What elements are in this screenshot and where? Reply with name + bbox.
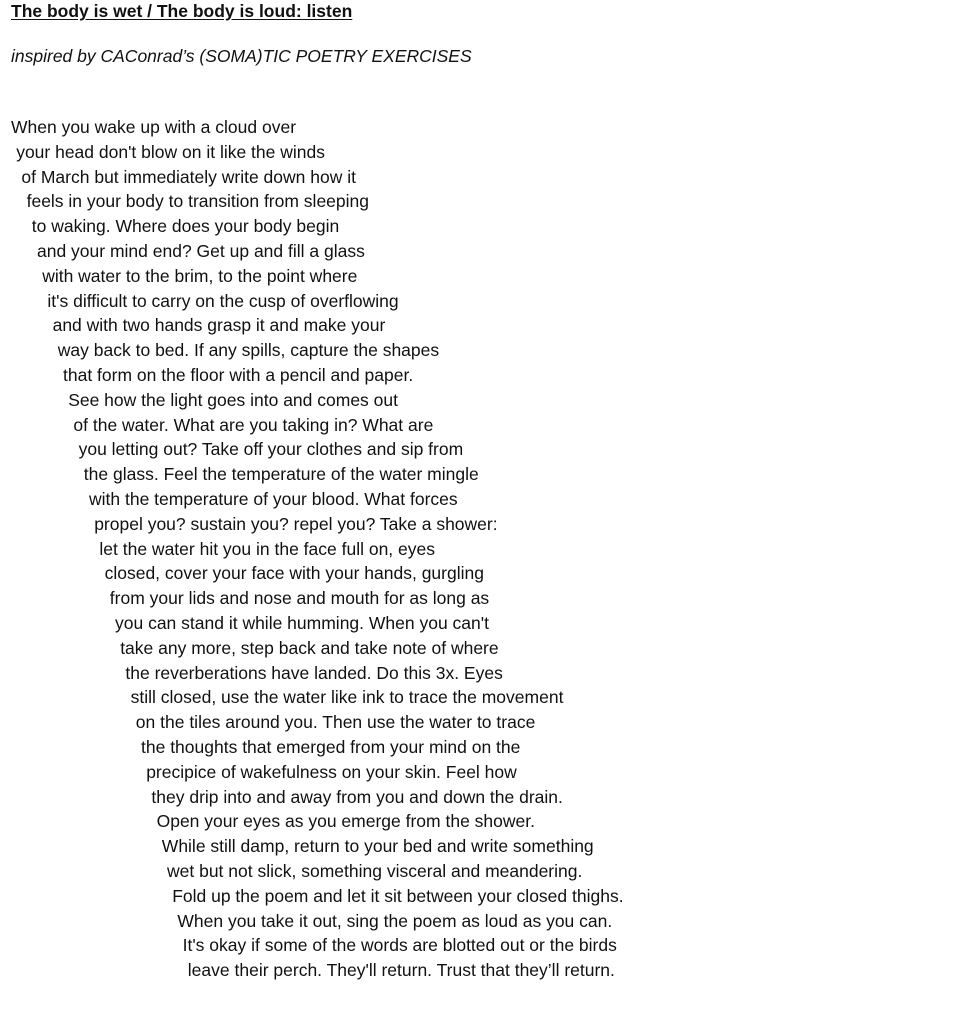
poem-line: See how the light goes into and comes out	[68, 389, 398, 410]
poem-line: the reverberations have landed. Do this 3x. Eyes	[125, 662, 503, 683]
page-subtitle: inspired by CAConrad’s (SOMA)TIC POETRY EXERCISES	[11, 46, 472, 66]
poem-body	[0, 115, 624, 983]
poem-line: feels in your body to transition from sleeping	[26, 191, 369, 212]
poem-line: of March but immediately write down how it	[21, 166, 356, 187]
poem-line: and your mind end? Get up and fill a glass	[37, 240, 365, 261]
poem-line: When you wake up with a cloud over	[11, 117, 297, 137]
poem-line: you can stand it while humming. When you can't	[115, 612, 489, 633]
poem-line: you letting out? Take off your clothes and sip from	[78, 439, 464, 460]
poem-line: precipice of wakefulness on your skin. Feel how	[146, 761, 517, 782]
poem-line: It's okay if some of the words are blotted out or the birds	[182, 935, 617, 956]
poem-line: way back to bed. If any spills, capture the shapes	[57, 340, 440, 361]
poem-line: Fold up the poem and let it sit between your closed thighs.	[172, 885, 624, 906]
poem-line: wet but not slick, something visceral and meandering.	[167, 860, 583, 881]
poem-line: let the water hit you in the face full on, eyes	[99, 538, 436, 559]
poem-line: propel you? sustain you? repel you? Take a shower:	[94, 513, 498, 534]
poem-line: they drip into and away from you and down the drain.	[151, 786, 563, 807]
poem-line: When you take it out, sing the poem as loud as you can.	[177, 910, 613, 931]
poem-line: on the tiles around you. Then use the water to trace	[135, 712, 536, 733]
poem-line: it's difficult to carry on the cusp of overflowing	[47, 290, 399, 311]
poem-line: to waking. Where does your body begin	[31, 216, 340, 237]
poem-line: of the water. What are you taking in? What are	[73, 414, 434, 435]
poem-line: the glass. Feel the temperature of the water mingle	[83, 464, 479, 485]
poem-line: take any more, step back and take note of where	[120, 637, 499, 658]
poem-line: While still damp, return to your bed and write something	[161, 836, 594, 857]
poem-line: your head don't blow on it like the winds	[16, 141, 325, 162]
poem-line: with water to the brim, to the point where	[42, 265, 358, 286]
poem-line: still closed, use the water like ink to trace the movement	[130, 687, 564, 708]
poem-line: that form on the floor with a pencil and paper.	[63, 364, 414, 385]
poem-line: leave their perch. They'll return. Trust that they’ll return.	[187, 960, 615, 981]
poem-line: from your lids and nose and mouth for as long as	[109, 588, 490, 609]
poem-line: the thoughts that emerged from your mind on the	[141, 736, 521, 757]
page-title: The body is wet / The body is loud: listen	[11, 1, 353, 21]
poem-line: with the temperature of your blood. What forces	[89, 488, 458, 509]
poem-line: and with two hands grasp it and make your	[52, 315, 386, 336]
poem-line: Open your eyes as you emerge from the shower.	[156, 811, 535, 832]
poem-line: closed, cover your face with your hands, gurgling	[104, 563, 484, 584]
